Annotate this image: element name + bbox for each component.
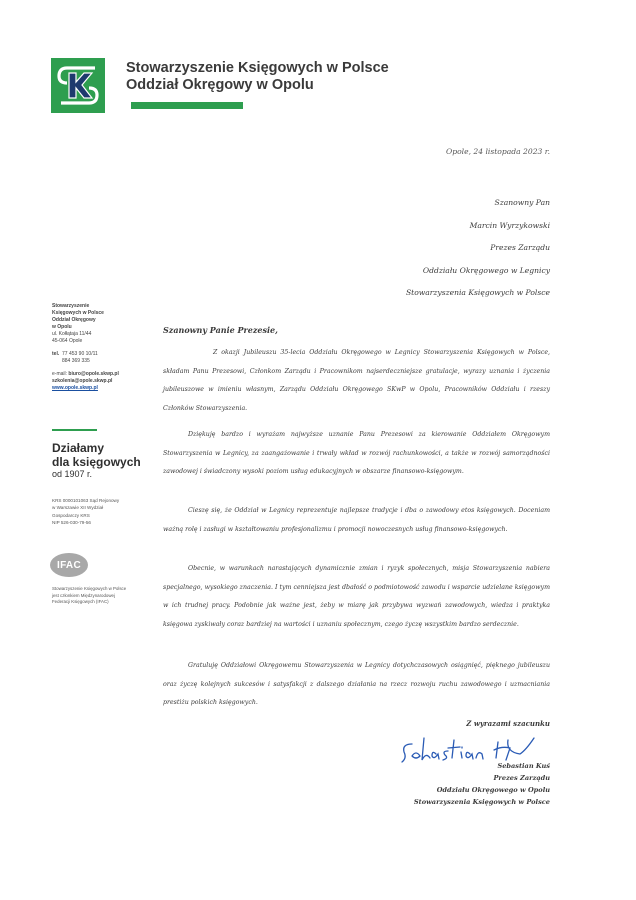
salutation: Szanowny Panie Prezesie, (163, 325, 278, 335)
letterhead-green-bar (131, 102, 243, 109)
addressee-block (406, 192, 550, 305)
contact-address-line2: 45-064 Opole (52, 338, 83, 344)
addressee-org: Stowarzyszenia Księgowych w Polsce (405, 288, 550, 298)
registry-line1: KRS 0000101063 Sąd Rejonowy (52, 498, 120, 503)
sidebar-motto (52, 441, 141, 480)
website-link[interactable]: www.opole.skwp.pl (52, 385, 98, 391)
motto-line2: dla księgowych (52, 455, 141, 469)
addressee-name: Marcin Wyrzykowski (469, 220, 550, 230)
tel1: 77 453 90 10/11 (62, 351, 98, 357)
tel2: 884 369 335 (62, 358, 90, 364)
sidebar-green-line (52, 429, 97, 431)
org-name-line2: Oddział Okręgowy w Opolu (126, 77, 314, 93)
contact-name-line3: Oddział Okręgowy (52, 317, 96, 323)
registry-line3: Gospodarczy KRS (52, 512, 90, 518)
contact-name-line2: Księgowych w Polsce (52, 310, 104, 316)
paragraph-5 (163, 657, 550, 713)
signer-org: Stowarzyszenia Księgowych w Polsce (413, 798, 550, 806)
closing-phrase: Z wyrazami szacunku (466, 719, 550, 728)
ifac-note-line1: Stowarzyszenie Księgowych w Polsce (52, 586, 127, 591)
contact-name-line1: Stowarzyszenie (52, 303, 90, 309)
signer-unit: Oddziału Okręgowego w Opolu (436, 786, 550, 794)
registry-line2: w Warszawie XII Wydział (52, 505, 104, 511)
letter-date: Opole, 24 listopada 2023 r. (445, 147, 550, 156)
sidebar-registry (52, 497, 152, 526)
paragraph-4-text: Obecnie, w warunkach narastających dynamicznie zmian i ryzyk społecznych, misja Stowarzyszenia nabiera specjalnego, wysokiego znaczenia. I tym cenniejsza jest dbałość o podmiotowość zawodu i wsparcie udzielane księgowym w ich trudnej pracy. Podobnie jak ważne jest, żeby w miarę jak przybywa wyzwań zawodowych, wiedza i praktyka księgowa zyskiwały coraz bardziej na wartości i uznaniu społecznym, czego życzę wszystkim bardzo serdecznie. (163, 565, 550, 629)
ifac-note-line2: jest członkiem Międzynarodowej (52, 592, 115, 598)
signer-block (414, 760, 550, 808)
ifac-logo-icon: IFAC (50, 553, 88, 577)
addressee-unit: Oddziału Okręgowego w Legnicy (422, 265, 550, 275)
email-label: e-mail: (52, 371, 68, 377)
paragraph-1-text: Z okazji Jubileuszu 35-lecia Oddziału Okręgowego w Legnicy Stowarzyszenia Księgowych w Polsce, składam Panu Prezesowi, Członkom Zarządu i Pracownikom najserdeczniejsze gratulacje, wyrazy uznania i życzenia jubileuszowe w imieniu własnym, Zarządu Oddziału Okręgowego SKwP w Opolu, Pracowników Oddziału i rzeszy Członków Stowarzyszenia. (163, 349, 550, 413)
tel-label: tel. (52, 351, 60, 357)
org-name-line1: Stowarzyszenie Księgowych w Polsce (126, 60, 389, 76)
ifac-note-line3: Federacji Księgowych (IFAC) (52, 599, 109, 604)
email1-link[interactable]: biuro@opole.skwp.pl (68, 371, 119, 377)
addressee-line1: Szanowny Pan (494, 198, 550, 207)
paragraph-2-text: Dziękuję bardzo i wyrażam najwyższe uznanie Panu Prezesowi za kierowanie Oddziałem Okręgowym Stowarzyszenia w Legnicy, za zaangażowanie i trwały wkład w rozwój rachunkowości, a także w rozwój samorządności zawodowej i świadczony wysoki poziom usług edukacyjnych w obszarze finansowo-księgowym. (163, 431, 550, 476)
contact-name-line4: w Opolu (52, 324, 72, 330)
addressee-title: Prezes Zarządu (490, 243, 550, 253)
signer-name: Sebastian Kuś (497, 762, 550, 770)
paragraph-4 (163, 560, 550, 635)
contact-address-line1: ul. Kołłątaja 11/44 (52, 331, 92, 337)
paragraph-3 (163, 502, 550, 539)
org-title (126, 60, 389, 94)
motto-line1: Działamy (52, 441, 105, 455)
paragraph-5-text: Gratuluję Oddziałowi Okręgowemu Stowarzyszenia w Legnicy dotychczasowych osiągnięć, pięknego jubileuszu oraz życzę kolejnych sukcesów i satysfakcji z dalszego działania na rzecz rozwoju ruchu zawodowego i uzmacniania prestiżu polskich księgowych. (163, 662, 550, 707)
paragraph-3-text: Cieszę się, że Oddział w Legnicy reprezentuje najlepsze tradycje i dba o zawodowy etos księgowych. Doceniam ważną rolę i zasługi w kształtowaniu profesjonalizmu i promocji nowoczesnych usług finansowo-księgowych. (163, 507, 550, 533)
motto-since: od 1907 r. (52, 469, 93, 479)
signer-title: Prezes Zarządu (493, 774, 550, 782)
email2-link[interactable]: szkolenia@opole.skwp.pl (52, 378, 113, 384)
paragraph-2 (163, 426, 550, 482)
paragraph-1 (163, 344, 550, 419)
ifac-note (52, 586, 152, 606)
sidebar-contact (52, 303, 142, 392)
registry-line4: NIP 526-030-79-56 (52, 519, 91, 525)
skwp-logo-icon (51, 58, 105, 113)
contact-phone (52, 351, 142, 358)
